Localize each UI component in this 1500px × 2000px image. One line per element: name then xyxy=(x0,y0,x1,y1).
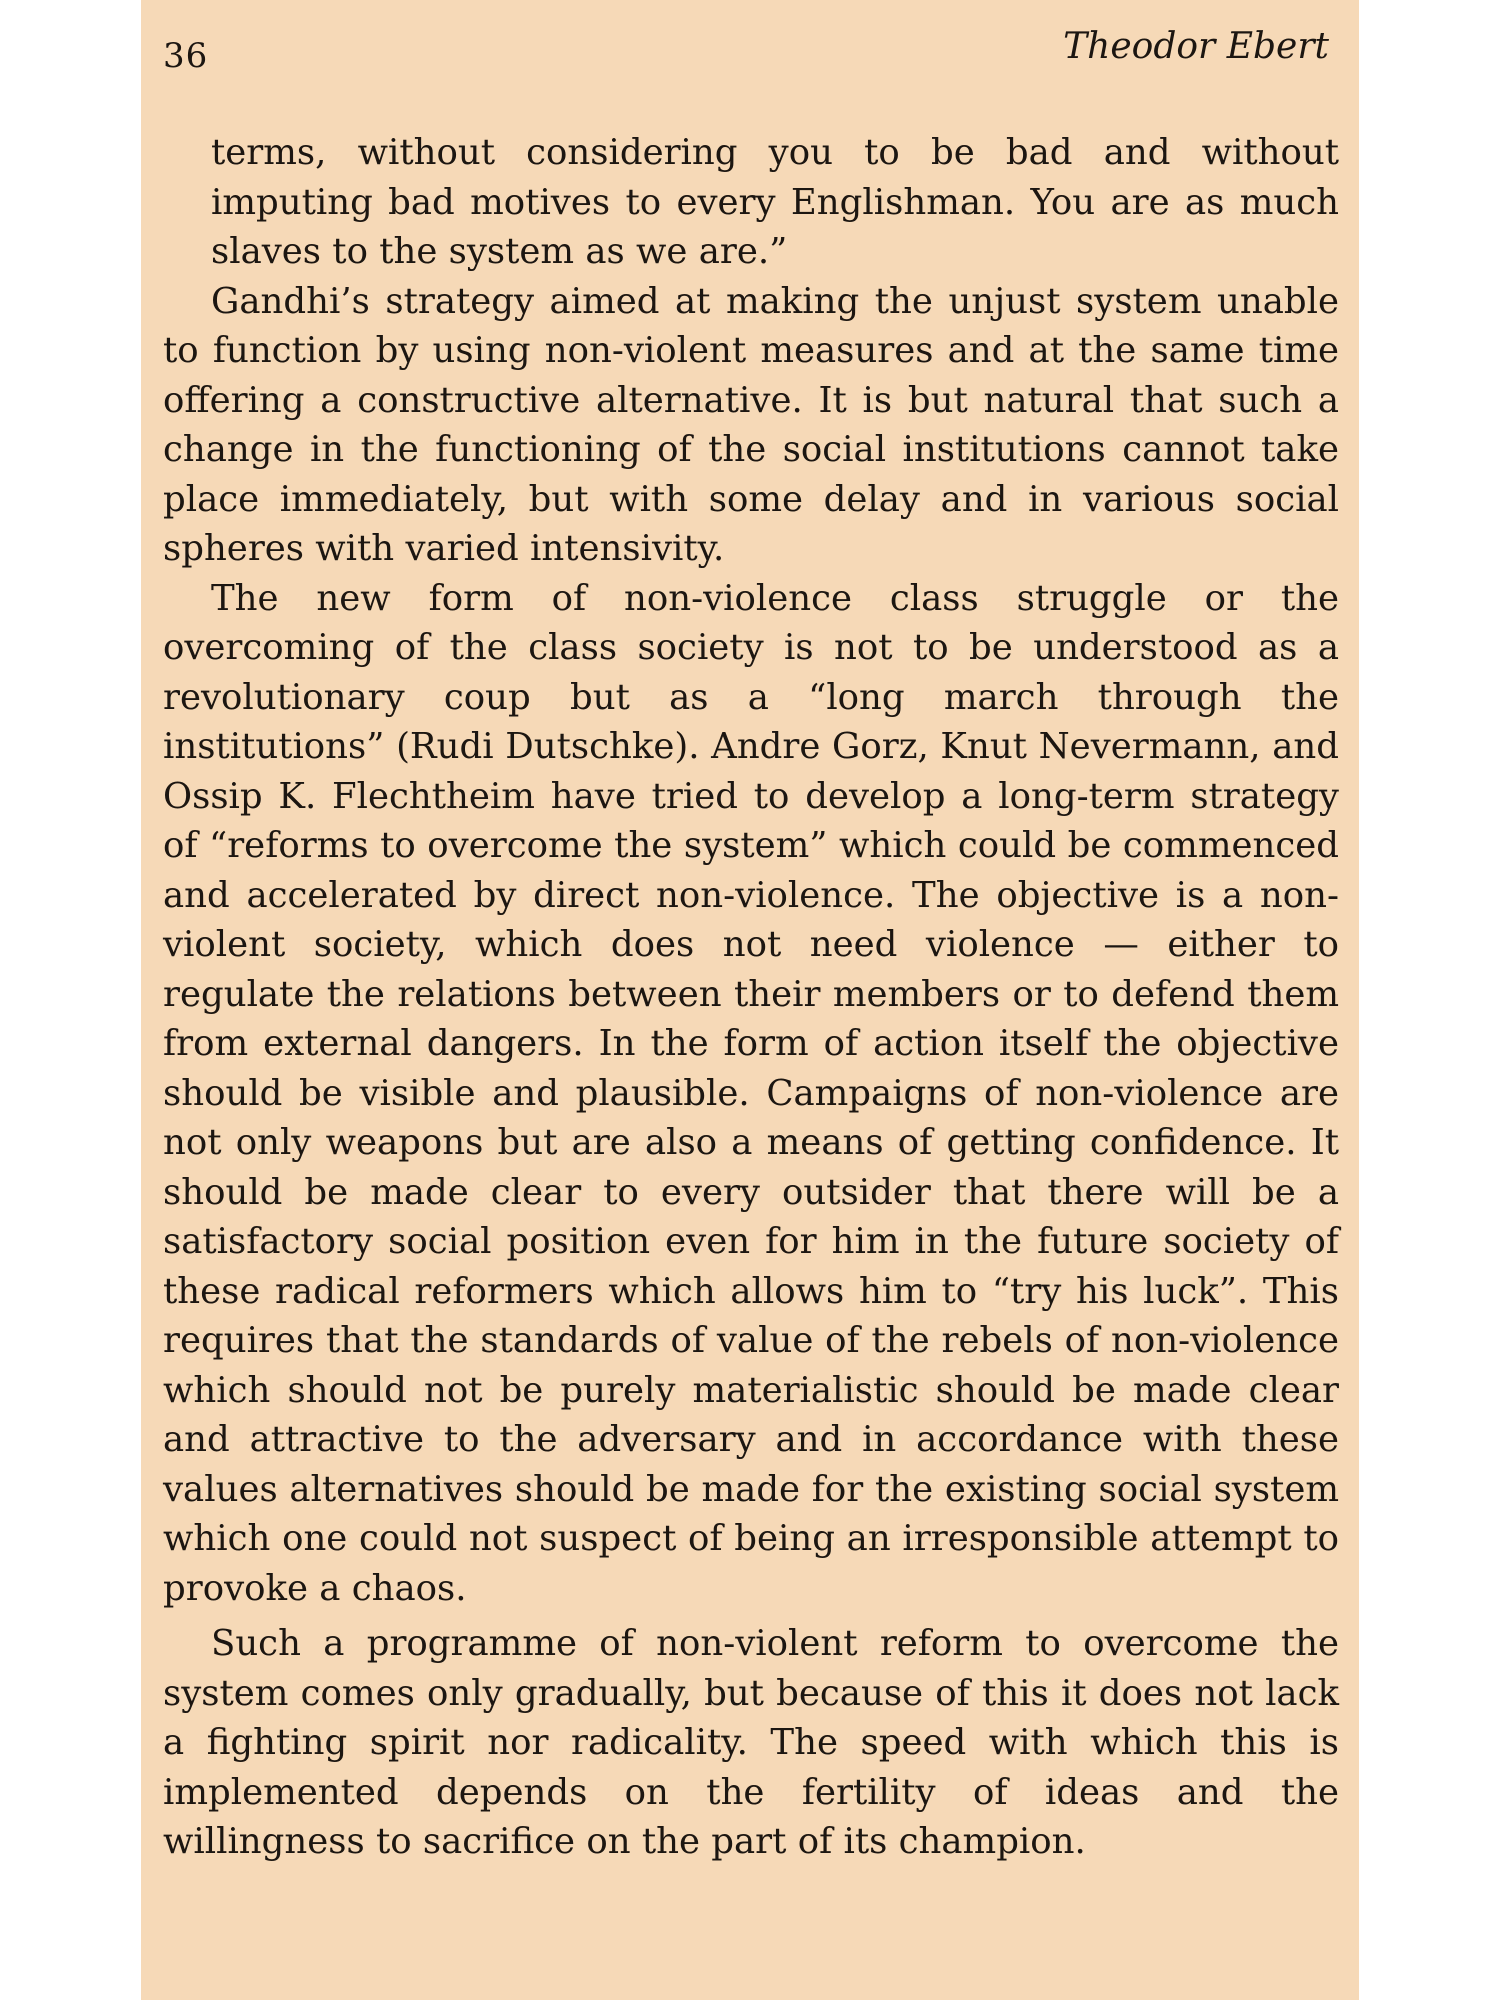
book-page xyxy=(141,0,1359,2000)
running-head-author: Theodor Ebert xyxy=(1063,26,1329,67)
paragraph-reform-programme: Such a programme of non-violent reform to overcome the system comes only gradually, but because of this it does not lack a fighting spirit nor radicality. The speed with which this is implemented depends on the fertility of ideas and the willingness to sacrifice on the part of its champion. xyxy=(163,1623,1339,1862)
page-number: 36 xyxy=(163,36,209,76)
body-text xyxy=(163,128,1339,1867)
paragraph-gandhi-strategy: Gandhi’s strategy aimed at making the unjust system unable to function by using non-violent measures and at the same time offering a constructive alternative. It is but natural that such a change in the functioning of the social institutions cannot take place immediately, but with some delay and in various social spheres with varied intensivity. xyxy=(163,280,1339,569)
paragraph-quote-continuation: terms, without considering you to be bad and without imputing bad motives to every Englishman. You are as much slaves to the system as we are.” xyxy=(211,132,1339,272)
paragraph-class-struggle: The new form of non-violence class struggle or the overcoming of the class society is not to be understood as a revolutionary coup but as a “long march through the institutions” (Rudi Dutschke). Andre Gorz, Knut Nevermann, and Ossip K. Flechtheim have tried to develop a long-term strategy of “reforms to overcome the system” which could be commenced and accelerated by direct non-violence. The objective is a non-violent society, which does not need violence — either to regulate the relations between their members or to defend them from external dangers. In the form of action itself the objective should be visible and plausible. Campaigns of non-violence are not only weapons but are also a means of getting confidence. It should be made clear to every outsider that there will be a satisfactory social position even for him in the future society of these radical reformers which allows him to “try his luck”. This requires that the standards of value of the rebels of non-violence which should not be purely materialistic should be made clear and attractive to the adversary and in accordance with these values alternatives should be made for the existing social system which one could not suspect of being an irresponsible attempt to provoke a chaos. xyxy=(163,577,1339,1609)
